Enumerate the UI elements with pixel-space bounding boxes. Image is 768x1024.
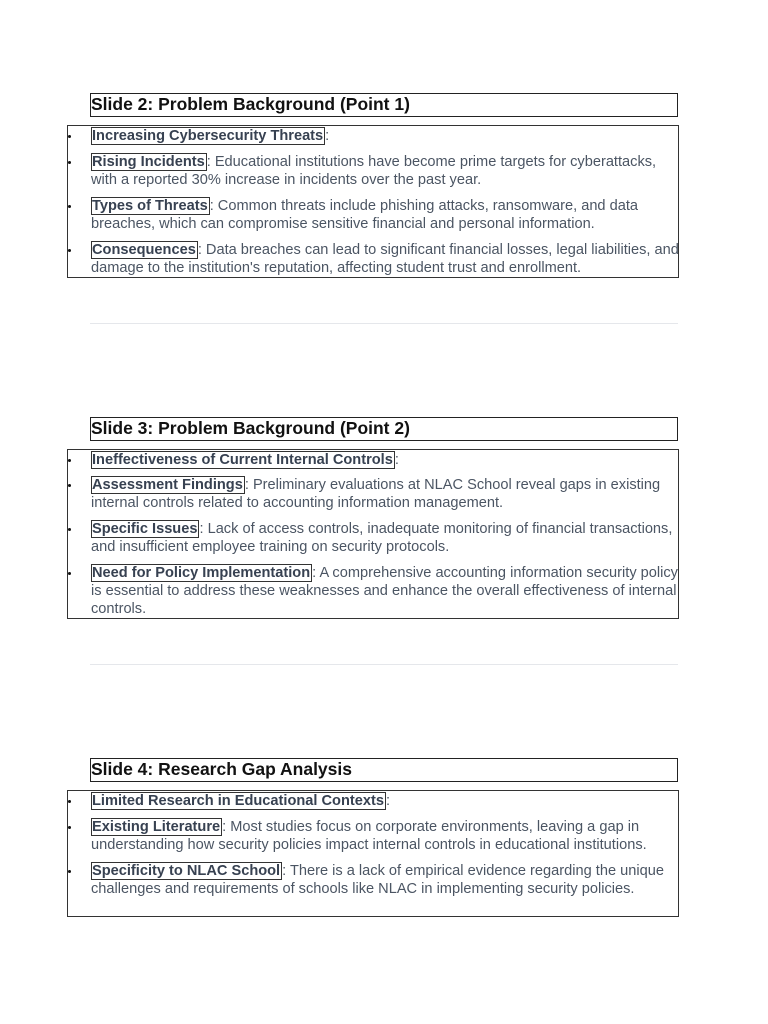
heading-suffix: : [394,452,399,468]
list-item [91,862,679,898]
bullet-icon [68,572,71,575]
bullet-icon [68,800,71,803]
list-item [91,127,679,145]
slide-4-title: Slide 4: Research Gap Analysis [90,758,678,782]
point-term: Existing Literature [92,819,221,835]
list-item [91,241,679,277]
point-text: : Common threats include phishing attacks, ransomware, and data breaches, which can compromise sensitive financial and personal information. [91,198,639,232]
slide-4-content [67,790,679,917]
list-item [91,792,679,810]
bullet-icon [68,870,71,873]
point-text: : Preliminary evaluations at NLAC School reveal gaps in existing internal controls related to accounting information management. [91,477,661,511]
bullet-icon [68,459,71,462]
slide-2-heading: Increasing Cybersecurity Threats [92,128,324,144]
bullet-icon [68,161,71,164]
bullet-icon [68,205,71,208]
bullet-icon [68,484,71,487]
point-term: Specificity to NLAC School [92,863,281,879]
point-text: : Most studies focus on corporate environments, leaving a gap in understanding how security policies impact internal controls in educational institutions. [91,819,647,853]
point-text: : Educational institutions have become prime targets for cyberattacks, with a reported 30% increase in incidents over the past year. [91,154,657,188]
point-term: Types of Threats [92,198,208,214]
slide-4-heading: Limited Research in Educational Contexts [92,793,384,809]
list-item [91,153,679,189]
bullet-icon [68,249,71,252]
heading-suffix: : [385,793,391,809]
list-item [91,520,679,556]
list-item [91,476,679,512]
point-text: : Lack of access controls, inadequate monitoring of financial transactions, and insufficient employee training on security protocols. [91,521,673,555]
point-text: : There is a lack of empirical evidence regarding the unique challenges and requirements of schools like NLAC in implementing security policies. [91,863,664,897]
point-term: Need for Policy Implementation [92,565,311,581]
list-item [91,818,679,854]
point-term: Assessment Findings [92,477,243,493]
point-text: : Data breaches can lead to significant financial losses, legal liabilities, and damage to the institution's reputation, affecting student trust and enrollment. [91,242,679,276]
section-divider [90,664,678,665]
heading-suffix: : [325,128,330,144]
point-term: Rising Incidents [92,154,205,170]
slide-3-title: Slide 3: Problem Background (Point 2) [90,417,678,441]
point-term: Consequences [92,242,196,258]
bullet-icon [68,826,71,829]
list-item [91,564,679,618]
point-text: : A comprehensive accounting information security policy is essential to address these weaknesses and enhance the overall effectiveness of internal controls. [91,565,678,617]
slide-2-content [67,125,679,278]
bullet-icon [68,135,71,138]
list-item [91,451,679,469]
section-divider [90,323,678,324]
slide-3-content [67,449,679,619]
bullet-icon [68,528,71,531]
point-term: Specific Issues [92,521,198,537]
slide-2-title: Slide 2: Problem Background (Point 1) [90,93,678,117]
list-item [91,197,679,233]
slide-3-heading: Ineffectiveness of Current Internal Controls [92,452,393,468]
